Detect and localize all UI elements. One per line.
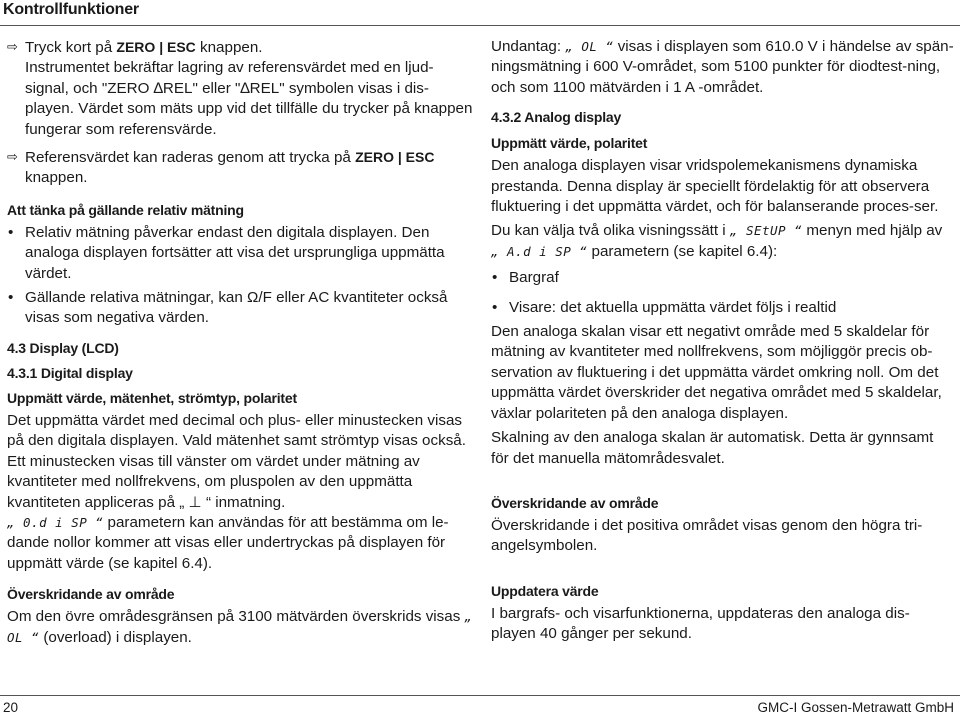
heading-section-4-3-1: 4.3.1 Digital display: [7, 364, 133, 381]
heading-overrange: Överskridande av område: [491, 494, 659, 511]
lcd-segment-text: „ OL “: [565, 39, 614, 54]
heading-update-value: Uppdatera värde: [491, 582, 599, 599]
instruction-text: Tryck kort på: [25, 39, 117, 56]
lcd-segment-text: „ OL “: [7, 609, 473, 645]
bullet-item: [7, 288, 473, 329]
bullet-item: [491, 268, 954, 288]
right-column: [491, 37, 954, 645]
instruction-store-reference: [7, 37, 473, 140]
bullet-icon: •: [492, 298, 498, 316]
paragraph-digital-display: Det uppmätta värdet med decimal och plus- eller minustecken visas på den digitala displayen. Vald mätenhet samt strömtyp visas också. Ett minustecken visas till vänster om värdet under mätning av kvantiteter med nollfrekvens, om pluspolen av den uppmätta kvantiteten appliceras på „ ⊥ “ inmatning.: [7, 411, 466, 511]
page-number: 20: [3, 700, 19, 715]
bullet-icon: •: [492, 269, 498, 287]
paragraph-text: Om den övre områdesgränsen på 3100 mätvärden överskrids visas: [7, 608, 465, 626]
instruction-text: knappen.: [195, 39, 263, 56]
heading-measured-value-polarity: Uppmätt värde, polaritet: [491, 135, 648, 152]
bullet-item: [7, 223, 473, 284]
bullet-item: [491, 298, 954, 318]
paragraph-scaling: Skalning av den analoga skalan är automatisk. Detta är gynnsamt för det manuella mätområdesvalet.: [491, 429, 934, 467]
lcd-segment-text: „ 0.d i SP “: [7, 514, 104, 530]
left-column: [7, 37, 473, 648]
paragraph-text: parametern (se kapitel 6.4):: [587, 242, 778, 260]
instruction-text: Referensvärdet kan raderas genom att trycka på: [25, 149, 356, 167]
arrow-right-icon: ⇨: [7, 149, 18, 165]
instruction-body: Instrumentet bekräftar lagring av referensvärdet med en ljud-signal, och "ZERO ∆REL" eller "∆REL" symbolen visas i dis-playen. Värdet som mäts upp vid det tillfälle du trycker på knappen fungerar som referensvärde.: [25, 59, 473, 138]
paragraph-exception: [491, 37, 954, 98]
key-label: ZERO | ESC: [116, 39, 196, 55]
paragraph-analog-scale: Den analoga skalan visar ett negativt område med 5 skaldelar för mätning av kvantiteter med nollfrekvens, som möjliggör precis ob-servation av fluktuering i det uppmätta värdet omkring noll. Om det uppmätta värdet överskrider det negativa området med 5 skaldelar, växlar polariteten på den analoga displayen.: [491, 323, 942, 422]
heading-measured-value: Uppmätt värde, mätenhet, strömtyp, polaritet: [7, 389, 297, 406]
paragraph-text: visas i displayen som 610.0 V i händelse av spän-ningsmätning i 600 V-området, som 5100 punkter för diodtest-ning, och som 1100 mätvärden i 1 A -området.: [491, 38, 954, 96]
paragraph-overrange: Överskridande i det positiva området visas genom den högra tri-angelsymbolen.: [491, 516, 923, 555]
heading-relative-measurement: Att tänka på gällande relativ mätning: [7, 201, 244, 218]
paragraph-view-modes: [491, 221, 954, 262]
paragraph-text: Du kan välja två olika visningssätt i: [491, 222, 730, 240]
paragraph-odisp: [7, 513, 473, 574]
page-footer: [0, 695, 960, 719]
paragraph-update-value: I bargrafs- och visarfunktionerna, uppdateras den analoga dis-playen 40 gånger per sekund.: [491, 604, 910, 643]
bullet-text: Bargraf: [509, 269, 559, 287]
paragraph-analog-display: Den analoga displayen visar vridspolemekanismens dynamiska prestanda. Denna display är speciellt fördelaktig för att observera fluktuering i det uppmätta värdet, och för balanserande proces-ser.: [491, 157, 939, 216]
paragraph-text: (overload) i displayen.: [39, 628, 192, 646]
heading-overrange: Överskridande av område: [7, 586, 175, 603]
bullet-icon: •: [8, 223, 14, 241]
paragraph-overrange: [7, 607, 473, 648]
heading-section-4-3-2: 4.3.2 Analog display: [491, 109, 622, 126]
heading-section-4-3: 4.3 Display (LCD): [7, 339, 119, 356]
page-header: [0, 0, 960, 26]
instruction-text: knappen.: [25, 169, 88, 187]
instruction-clear-reference: [7, 147, 473, 189]
arrow-right-icon: ⇨: [7, 39, 18, 54]
bullet-icon: •: [8, 289, 14, 307]
paragraph-text: menyn med hjälp av: [802, 222, 943, 240]
key-label: ZERO | ESC: [355, 149, 435, 166]
lcd-segment-text: „ A.d i SP “: [491, 243, 588, 259]
paragraph-text: Undantag:: [491, 38, 566, 55]
bullet-text: Relativ mätning påverkar endast den digitala displayen. Den analoga displayen fortsätter att visa det ursprungliga uppmätta värdet.: [25, 223, 445, 282]
brand-name: GMC-I Gossen-Metrawatt GmbH: [757, 700, 954, 715]
page-header-title: Kontrollfunktioner: [3, 1, 139, 18]
paragraph-text: parametern kan användas för att bestämma om le-dande nollor kommer att visas eller undertryckas på displayen för uppmätt värde (se kapitel 6.4).: [7, 513, 449, 572]
bullet-text: Gällande relativa mätningar, kan Ω/F eller AC kvantiteter också visas som negativa värden.: [25, 289, 448, 327]
bullet-text: Visare: det aktuella uppmätta värdet följs i realtid: [509, 298, 837, 316]
lcd-segment-text: „ SEtUP “: [729, 223, 803, 239]
